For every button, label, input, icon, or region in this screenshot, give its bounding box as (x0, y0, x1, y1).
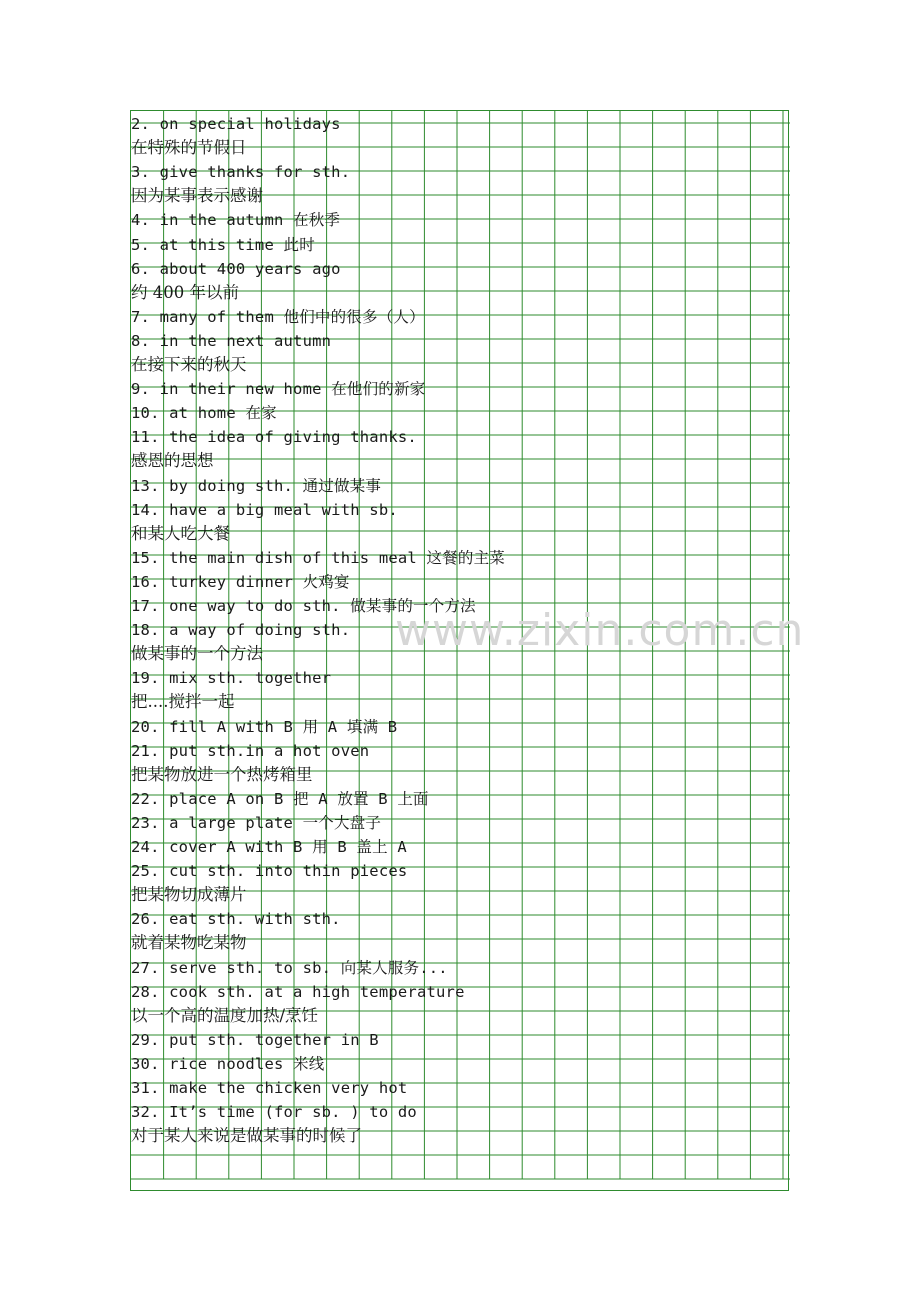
vocab-line: 9. in their new home 在他们的新家 (131, 380, 426, 399)
vocab-line: 27. serve sth. to sb. 向某人服务... (131, 958, 448, 977)
vocab-line: 15. the main dish of this meal 这餐的主菜 (131, 548, 505, 567)
vocab-line: 就着某物吃某物 (131, 933, 247, 953)
vocab-line: 在特殊的节假日 (131, 138, 247, 158)
vocab-line: 13. by doing sth. 通过做某事 (131, 476, 382, 495)
vocab-line: 因为某事表示感谢 (131, 186, 263, 206)
vocab-line: 22. place A on B 把 A 放置 B 上面 (131, 789, 429, 808)
vocab-line: 把某物切成薄片 (131, 885, 247, 905)
vocab-line: 24. cover A with B 用 B 盖上 A (131, 838, 407, 856)
vocab-line: 17. one way to do sth. 做某事的一个方法 (131, 597, 476, 615)
vocab-line: 2. on special holidays (131, 115, 341, 133)
vocab-line: 32. It’s time (for sb. ) to do (131, 1103, 417, 1122)
vocab-line: 19. mix sth. together (131, 669, 332, 688)
vocab-line: 以一个高的温度加热/烹饪 (131, 1005, 319, 1025)
vocab-line: 3. give thanks for sth. (131, 163, 351, 182)
vocab-line: 5. at this time 此时 (131, 235, 315, 254)
vocab-line: 23. a large plate 一个大盘子 (131, 813, 382, 832)
vocab-line: 把某物放进一个热烤箱里 (131, 764, 313, 784)
vocab-line: 和某人吃大餐 (131, 523, 230, 543)
vocab-line: 在接下来的秋天 (131, 355, 247, 374)
vocab-line: 对于某人来说是做某事的时候了 (131, 1126, 362, 1146)
vocab-line: 18. a way of doing sth. (131, 621, 351, 640)
vocab-line: 26. eat sth. with sth. (131, 910, 341, 929)
vocab-line: 14. have a big meal with sb. (131, 500, 398, 519)
vocab-line: 约 400 年以前 (131, 282, 239, 302)
watermark: www.zixin.com.cn (395, 605, 805, 656)
vocab-line: 28. cook sth. at a high temperature (131, 982, 465, 1001)
vocab-line: 8. in the next autumn (131, 331, 332, 350)
vocab-line: 29. put sth. together in B (131, 1030, 379, 1049)
vocab-line: 11. the idea of giving thanks. (131, 428, 417, 447)
vocab-line: 21. put sth.in a hot oven (131, 741, 370, 760)
vocab-line: 把....搅拌一起 (131, 692, 235, 712)
vocab-line: 25. cut sth. into thin pieces (131, 862, 408, 881)
vocab-line: 16. turkey dinner 火鸡宴 (131, 572, 350, 591)
vocab-line: 31. make the chicken very hot (131, 1079, 408, 1097)
vocab-line: 30. rice noodles 米线 (131, 1054, 325, 1073)
vocab-line: 10. at home 在家 (131, 404, 277, 423)
vocab-line: 6. about 400 years ago (131, 259, 341, 278)
vocab-line: 7. many of them 他们中的很多（人） (131, 307, 425, 326)
vocab-line: 20. fill A with B 用 A 填满 B (131, 717, 398, 736)
vocab-line: 做某事的一个方法 (131, 644, 263, 664)
vocab-line: 4. in the autumn 在秋季 (131, 211, 341, 230)
vocab-line: 感恩的思想 (131, 451, 214, 471)
